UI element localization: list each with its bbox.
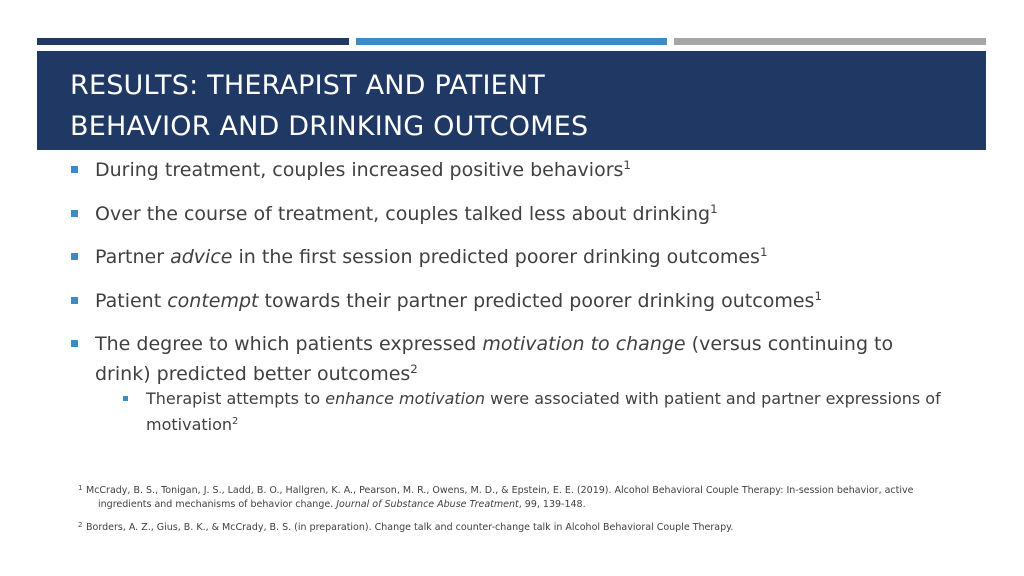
sub-bullet-text-emphasis: enhance motivation <box>325 389 486 408</box>
citation-marker: 1 <box>710 201 718 216</box>
square-bullet-icon <box>71 297 78 304</box>
bullet-item <box>70 286 950 316</box>
references <box>78 484 958 535</box>
bullet-list <box>70 155 950 452</box>
citation-marker: 2 <box>410 361 418 376</box>
citation-marker: 1 <box>623 157 631 172</box>
bullet-item <box>70 155 950 185</box>
bullet-item <box>70 242 950 272</box>
sub-bullet-text-pre: Therapist attempts to <box>146 389 326 408</box>
bullet-text-emphasis: advice <box>170 246 233 268</box>
square-bullet-icon <box>71 253 78 260</box>
bullet-item <box>70 329 950 438</box>
bullet-text-pre: The degree to which patients expressed <box>95 333 483 355</box>
accent-bar-gray <box>674 38 986 45</box>
square-bullet-icon <box>71 166 78 173</box>
bullet-item <box>70 199 950 229</box>
reference-text: McCrady, B. S., Tonigan, J. S., Ladd, B. O., Hallgren, K. A., Pearson, M. R., Owens, M. D., & Epstein, E. E. (2019). Alcohol Behavioral Couple Therapy: In-session behavior, active <box>86 485 914 496</box>
bullet-text-emphasis: contempt <box>167 289 259 312</box>
bullet-text-post: in the first session predicted poorer drinking outcomes <box>232 246 760 268</box>
reference-text-post: , 99, 139-148. <box>518 499 586 510</box>
sub-bullet-item <box>95 386 950 438</box>
reference-text: Borders, A. Z., Gius, B. K., & McCrady, B. S. (in preparation). Change talk and counter-change talk in Alcohol Behavioral Couple Therapy. <box>86 522 734 533</box>
bullet-text-emphasis: motivation to change <box>482 333 686 355</box>
bullet-text-post: (versus continuing to drink) predicted better outcomes <box>95 333 894 385</box>
reference-number: 2 <box>78 521 83 529</box>
bullet-text-pre: Patient <box>95 289 168 312</box>
accent-bar-navy <box>37 38 349 45</box>
square-sub-bullet-icon <box>123 396 128 401</box>
reference-item <box>78 521 958 535</box>
bullet-text-pre: Partner <box>95 246 171 268</box>
square-bullet-icon <box>71 210 78 217</box>
slide-title <box>70 65 970 147</box>
title-band <box>37 51 986 150</box>
citation-marker: 2 <box>232 416 239 428</box>
square-bullet-icon <box>71 340 78 347</box>
citation-marker: 1 <box>814 288 822 303</box>
accent-bar-blue <box>356 38 667 45</box>
reference-journal: Journal of Substance Abuse Treatment <box>336 499 519 510</box>
slide-title-line-1: RESULTS: THERAPIST AND PATIENT <box>70 70 545 101</box>
bullet-text: During treatment, couples increased positive behaviors <box>95 159 624 181</box>
reference-text-continued <box>86 498 958 512</box>
bullet-text-post: towards their partner predicted poorer drinking outcomes <box>258 289 815 312</box>
reference-item <box>78 484 958 512</box>
citation-marker: 1 <box>759 244 768 259</box>
bullet-text: Over the course of treatment, couples talked less about drinking <box>95 202 711 225</box>
reference-text-pre: ingredients and mechanisms of behavior change. <box>98 499 337 510</box>
slide-title-line-2: BEHAVIOR AND DRINKING OUTCOMES <box>70 111 589 142</box>
sub-bullet-text-post: were associated with patient and partner expressions of motivation <box>146 389 941 434</box>
reference-number: 1 <box>78 484 83 492</box>
